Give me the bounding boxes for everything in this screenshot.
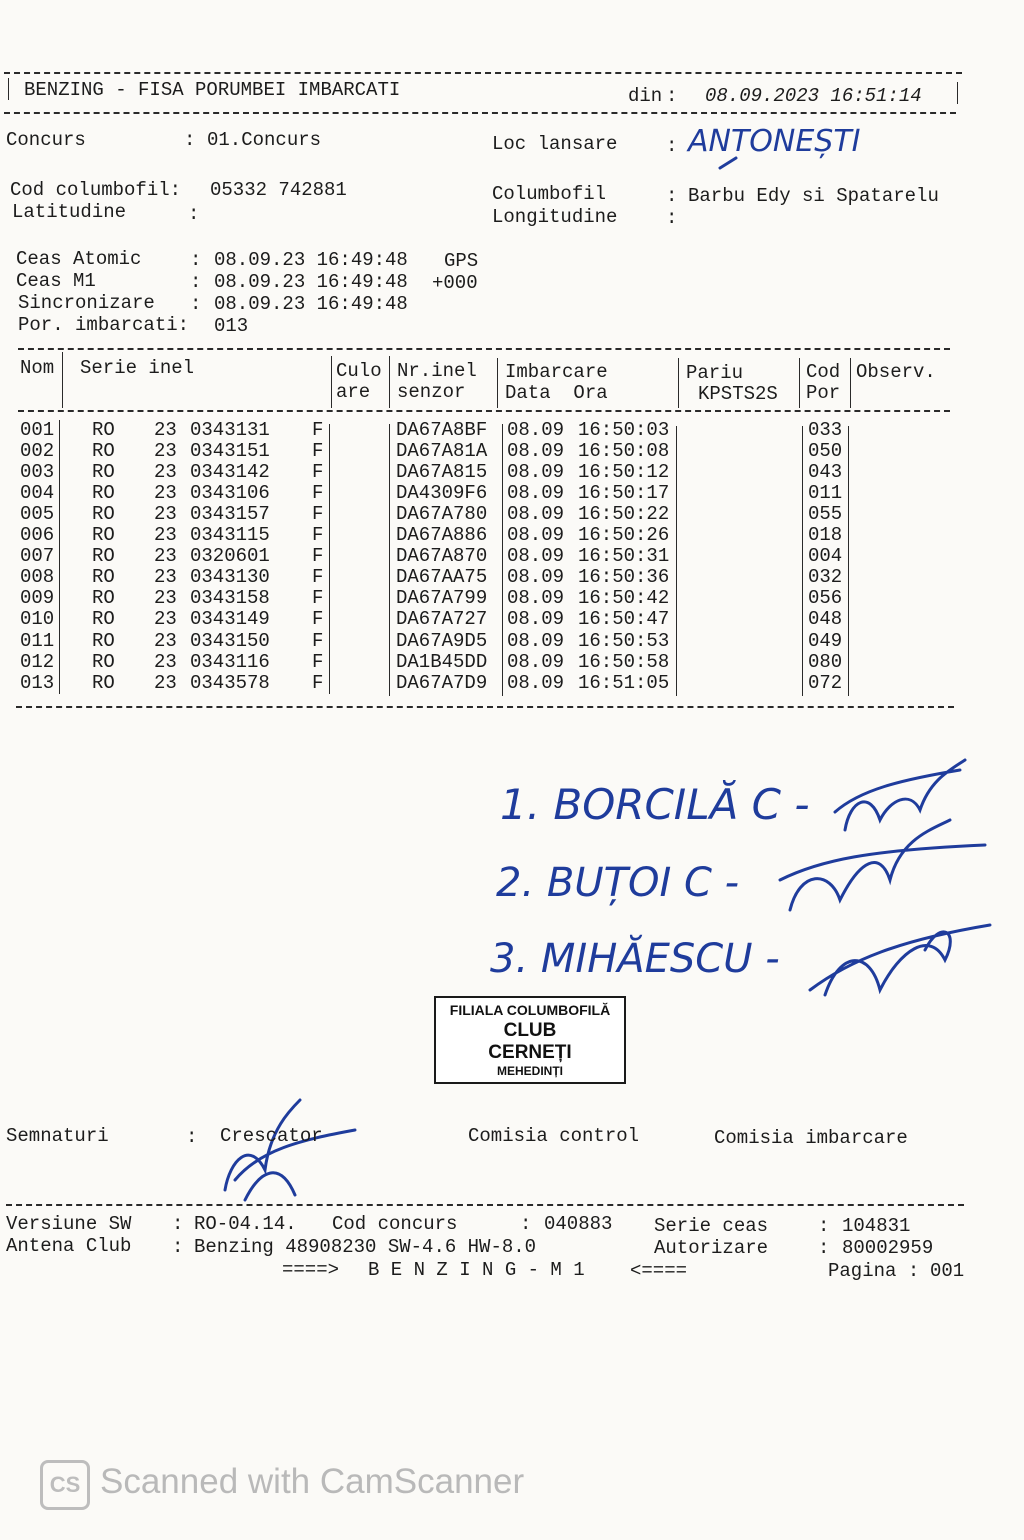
col-observ: Observ. xyxy=(856,361,936,383)
cell-data: 08.09 xyxy=(507,629,565,652)
columbofil-label: Columbofil xyxy=(492,183,607,205)
cell-nom: 013 xyxy=(20,671,55,694)
col-culoare-2: are xyxy=(336,381,371,403)
crescator-label: Crescator xyxy=(220,1125,323,1147)
cell-data: 08.09 xyxy=(507,587,565,610)
cell-senzor: DA67A727 xyxy=(396,608,488,631)
pagina-value: 001 xyxy=(930,1260,965,1282)
cell-nom: 004 xyxy=(20,482,55,505)
cell-sex: F xyxy=(312,566,324,589)
cell-inel: 0343151 xyxy=(190,440,270,463)
cell-ora: 16:50:47 xyxy=(578,608,670,631)
col-cod-1: Cod xyxy=(806,361,841,383)
handwritten-line-2: 2. BUȚOI C - xyxy=(496,860,740,906)
sincronizare-label: Sincronizare xyxy=(18,292,155,314)
cell-inel: 0343130 xyxy=(190,566,270,589)
cell-ora: 16:50:26 xyxy=(578,524,670,547)
cell-an: 23 xyxy=(154,545,177,568)
cell-inel: 0343106 xyxy=(190,482,270,505)
cell-sex: F xyxy=(312,671,324,694)
concurs-label: Concurs xyxy=(6,129,86,151)
cell-sex: F xyxy=(312,503,324,526)
versiune-label: Versiune SW xyxy=(6,1213,132,1235)
cell-nom: 006 xyxy=(20,524,55,547)
cell-nom: 010 xyxy=(20,608,55,631)
cell-cod: 080 xyxy=(808,650,843,673)
cell-cod: 011 xyxy=(808,482,843,505)
cell-nom: 012 xyxy=(20,650,55,673)
ceas-m1-label: Ceas M1 xyxy=(16,270,96,292)
cell-tara: RO xyxy=(92,587,115,610)
cell-data: 08.09 xyxy=(507,566,565,589)
cell-nom: 005 xyxy=(20,503,55,526)
cell-inel: 0343131 xyxy=(190,419,270,441)
cell-data: 08.09 xyxy=(507,650,565,673)
cell-senzor: DA67A81A xyxy=(396,440,488,463)
semnaturi-label: Semnaturi xyxy=(6,1125,109,1147)
concurs-value: 01.Concurs xyxy=(207,129,322,151)
col-pariu-1: Pariu xyxy=(686,362,744,384)
cell-an: 23 xyxy=(154,629,177,652)
cell-sex: F xyxy=(312,482,324,505)
cell-nom: 001 xyxy=(20,419,55,441)
cell-tara: RO xyxy=(92,482,115,505)
versiune-value: RO-04.14. xyxy=(194,1213,297,1235)
cod-columbofil-value: 05332 742881 xyxy=(210,179,347,201)
camscanner-watermark: Scanned with CamScanner xyxy=(100,1462,525,1501)
cod-concurs-value: 040883 xyxy=(544,1213,613,1235)
cell-ora: 16:50:36 xyxy=(578,566,670,589)
cell-cod: 033 xyxy=(808,419,843,441)
cell-ora: 16:51:05 xyxy=(578,671,670,694)
handwritten-line-1: 1. BORCILĂ C - xyxy=(500,780,810,829)
col-serie-inel: Serie inel xyxy=(80,357,195,379)
cell-ora: 16:50:42 xyxy=(578,587,670,610)
stamp-line-3: CERNEȚI xyxy=(488,1042,572,1063)
cell-sex: F xyxy=(312,440,324,463)
handwritten-line-3: 3. MIHĂESCU - xyxy=(490,936,780,982)
signature-scribble-3 xyxy=(810,925,990,995)
cell-tara: RO xyxy=(92,440,115,463)
cell-inel: 0320601 xyxy=(190,545,270,568)
cell-an: 23 xyxy=(154,671,177,694)
cell-cod: 050 xyxy=(808,440,843,463)
cell-data: 08.09 xyxy=(507,440,565,463)
cod-columbofil-label: Cod columbofil: xyxy=(10,179,182,201)
cell-senzor: DA67A9D5 xyxy=(396,629,488,652)
cell-tara: RO xyxy=(92,503,115,526)
cell-senzor: DA67AA75 xyxy=(396,566,488,589)
cell-an: 23 xyxy=(154,587,177,610)
autorizare-value: 80002959 xyxy=(842,1237,934,1259)
camscanner-logo-icon: CS xyxy=(40,1460,90,1510)
pagina-label: Pagina : xyxy=(828,1260,920,1282)
cell-ora: 16:50:08 xyxy=(578,440,670,463)
signature-scribble-2 xyxy=(780,820,985,910)
cell-ora: 16:50:17 xyxy=(578,482,670,505)
antena-label: Antena Club xyxy=(6,1235,132,1257)
stamp-line-4: MEHEDINȚI xyxy=(497,1064,563,1078)
cell-tara: RO xyxy=(92,629,115,652)
date-value: 08.09.2023 16:51:14 xyxy=(705,85,922,107)
cell-an: 23 xyxy=(154,461,177,484)
antena-value: Benzing 48908230 SW-4.6 HW-8.0 xyxy=(194,1236,537,1258)
cell-nom: 003 xyxy=(20,461,55,484)
cell-ora: 16:50:31 xyxy=(578,545,670,568)
col-imbarcare-1: Imbarcare xyxy=(505,361,608,383)
cell-tara: RO xyxy=(92,608,115,631)
cell-inel: 0343149 xyxy=(190,608,270,631)
cell-cod: 072 xyxy=(808,671,843,694)
cell-nom: 011 xyxy=(20,629,55,652)
cell-data: 08.09 xyxy=(507,524,565,547)
date-label: din xyxy=(628,85,663,107)
sincronizare-value: 08.09.23 16:49:48 xyxy=(214,293,408,315)
col-nom: Nom xyxy=(20,357,55,379)
cell-data: 08.09 xyxy=(507,545,565,568)
cell-an: 23 xyxy=(154,419,177,441)
signature-crescator xyxy=(225,1100,355,1200)
ceas-atomic-value: 08.09.23 16:49:48 xyxy=(214,249,408,271)
footer-top-border xyxy=(6,1204,964,1206)
col-culoare-1: Culo xyxy=(336,360,382,382)
cell-an: 23 xyxy=(154,524,177,547)
cell-cod: 049 xyxy=(808,629,843,652)
cell-senzor: DA67A799 xyxy=(396,587,488,610)
cell-cod: 048 xyxy=(808,608,843,631)
stamp-line-2: CLUB xyxy=(503,1020,557,1041)
cell-senzor: DA67A7D9 xyxy=(396,671,488,694)
por-imbarcati-label: Por. imbarcati: xyxy=(18,314,190,336)
cell-cod: 055 xyxy=(808,503,843,526)
columbofil-value: Barbu Edy si Spatarelu xyxy=(688,185,939,207)
cell-sex: F xyxy=(312,629,324,652)
cell-inel: 0343115 xyxy=(190,524,270,547)
cell-sex: F xyxy=(312,419,324,441)
cell-ora: 16:50:12 xyxy=(578,461,670,484)
col-cod-2: Por xyxy=(806,382,841,404)
club-stamp xyxy=(434,996,626,1084)
loc-lansare-value: ANTONEȘTI xyxy=(688,124,861,159)
cell-sex: F xyxy=(312,587,324,610)
cell-senzor: DA67A886 xyxy=(396,524,488,547)
cell-an: 23 xyxy=(154,503,177,526)
cell-cod: 043 xyxy=(808,461,843,484)
cell-senzor: DA1B45DD xyxy=(396,650,488,673)
loc-lansare-label: Loc lansare xyxy=(492,133,618,155)
cell-data: 08.09 xyxy=(507,503,565,526)
cell-cod: 032 xyxy=(808,566,843,589)
cell-an: 23 xyxy=(154,566,177,589)
por-imbarcati-value: 013 xyxy=(214,315,249,337)
cell-inel: 0343158 xyxy=(190,587,270,610)
cell-inel: 0343116 xyxy=(190,650,270,673)
signature-scribble-1 xyxy=(835,760,965,830)
cell-tara: RO xyxy=(92,524,115,547)
cell-tara: RO xyxy=(92,545,115,568)
cell-inel: 0343142 xyxy=(190,461,270,484)
cell-nom: 009 xyxy=(20,587,55,610)
cell-inel: 0343578 xyxy=(190,671,270,694)
ceas-m1-suffix: +000 xyxy=(432,272,478,294)
longitudine-label: Longitudine xyxy=(492,206,618,228)
cell-nom: 008 xyxy=(20,566,55,589)
cell-an: 23 xyxy=(154,440,177,463)
document-page: BENZING - FISA PORUMBEI IMBARCATI din : 08.09.2023 16:51:14 Concurs : 01.Concurs Loc lansare : ANTONEȘTI Cod columbofil: 05332 742881 Columbofil : Barbu Edy si Spatarelu Latitudine : Longitudine : Ceas Atomic : 08.09.23 16:49:48 GPS Ceas M1 : 08.09.23 16:49:48 +000 Sincronizare : 08.09.23 16:49:48 Por. imbarcati: 013 Nom Serie inel Culo are Nr.inel senzor Imbarcare Data Ora Pariu KPSTS2S Cod Por Observ. 001 RO 23 0343131 F DA67A8BF 08.09 16:50:03 033 002 RO 23 0343151 F DA67A81A 08.09 16:50:08 050 003 RO 23 0343142 F DA67A815 08.09 16:50:12 043 004 RO 23 0343106 F DA4309F6 08.09 16:50:17 011 005 RO 23 0343157 F DA67A780 08.09 16:50:22 055 006 RO 23 0343115 F DA67A886 08.09 16:50:26 018 007 RO 23 0320601 F DA67A870 08.09 16:50:31 004 008 RO 23 0343130 F DA67AA75 08.09 16:50:36 032 009 RO 23 0343158 F DA67A799 08.09 16:50:42 056 010 RO 23 0343149 F DA67A727 08.09 16:50:47 048 011 RO 23 0343150 F DA67A9D5 08.09 16:50:53 049 012 RO 23 0343116 F DA1B45DD 08.09 16:50:58 080 013 RO 23 0343578 F DA67A7D9 08.09 16:51:05 072 1. BORCILĂ C - 2. BUȚOI C - 3. MIHĂESCU - FILIALA COLUMBOFILĂ CLUB CERNEȚI MEHEDINȚI Semnaturi : Crescator Comisia control Comisia imbarcare Versiune SW : RO-04.14. Cod concurs : 040883 Serie ceas : 104831 Antena Club : Benzing 48908230 SW-4.6 HW-8.0 Autorizare : 80002959 ====> B E N Z I N G - M 1 <==== Pagina : 001 CS Scanned with CamScanner xyxy=(0,0,1024,1540)
cell-nom: 002 xyxy=(20,440,55,463)
document-title: BENZING - FISA PORUMBEI IMBARCATI xyxy=(24,79,401,101)
autorizare-label: Autorizare xyxy=(654,1237,769,1259)
cell-data: 08.09 xyxy=(507,608,565,631)
cell-sex: F xyxy=(312,524,324,547)
cell-sex: F xyxy=(312,461,324,484)
cell-senzor: DA67A815 xyxy=(396,461,488,484)
cell-ora: 16:50:53 xyxy=(578,629,670,652)
cell-data: 08.09 xyxy=(507,671,565,694)
cell-inel: 0343157 xyxy=(190,503,270,526)
col-pariu-2: KPSTS2S xyxy=(698,383,778,405)
cell-data: 08.09 xyxy=(507,482,565,505)
comisia-control-label: Comisia control xyxy=(468,1125,640,1147)
cell-sex: F xyxy=(312,650,324,673)
cell-senzor: DA4309F6 xyxy=(396,482,488,505)
cell-tara: RO xyxy=(92,419,115,441)
cell-inel: 0343150 xyxy=(190,629,270,652)
cell-an: 23 xyxy=(154,650,177,673)
stamp-line-1: FILIALA COLUMBOFILĂ xyxy=(449,1002,611,1018)
latitudine-label: Latitudine xyxy=(12,201,127,223)
cell-data: 08.09 xyxy=(507,419,565,441)
cell-senzor: DA67A8BF xyxy=(396,419,488,441)
cell-tara: RO xyxy=(92,566,115,589)
cell-tara: RO xyxy=(92,650,115,673)
cell-cod: 018 xyxy=(808,524,843,547)
cell-cod: 004 xyxy=(808,545,843,568)
cell-ora: 16:50:58 xyxy=(578,650,670,673)
col-nr-inel-1: Nr.inel xyxy=(397,360,477,382)
cell-sex: F xyxy=(312,545,324,568)
cell-tara: RO xyxy=(92,671,115,694)
cell-senzor: DA67A870 xyxy=(396,545,488,568)
cell-an: 23 xyxy=(154,608,177,631)
banner-right-arrow: <==== xyxy=(630,1260,688,1282)
ceas-m1-value: 08.09.23 16:49:48 xyxy=(214,271,408,293)
cell-cod: 056 xyxy=(808,587,843,610)
cell-data: 08.09 xyxy=(507,461,565,484)
cell-tara: RO xyxy=(92,461,115,484)
cell-an: 23 xyxy=(154,482,177,505)
cell-ora: 16:50:22 xyxy=(578,503,670,526)
cod-concurs-label: Cod concurs xyxy=(332,1213,458,1235)
banner-text: B E N Z I N G - M 1 xyxy=(368,1259,585,1281)
ceas-atomic-suffix: GPS xyxy=(444,250,479,272)
cell-ora: 16:50:03 xyxy=(578,419,670,441)
cell-sex: F xyxy=(312,608,324,631)
col-nr-inel-2: senzor xyxy=(397,381,466,403)
serie-ceas-label: Serie ceas xyxy=(654,1215,769,1237)
comisia-imbarcare-label: Comisia imbarcare xyxy=(714,1127,908,1149)
col-imbarcare-2: Data Ora xyxy=(505,382,608,404)
cell-nom: 007 xyxy=(20,545,55,568)
banner-left-arrow: ====> xyxy=(282,1259,340,1281)
serie-ceas-value: 104831 xyxy=(842,1215,911,1237)
ceas-atomic-label: Ceas Atomic xyxy=(16,248,142,270)
cell-senzor: DA67A780 xyxy=(396,503,488,526)
